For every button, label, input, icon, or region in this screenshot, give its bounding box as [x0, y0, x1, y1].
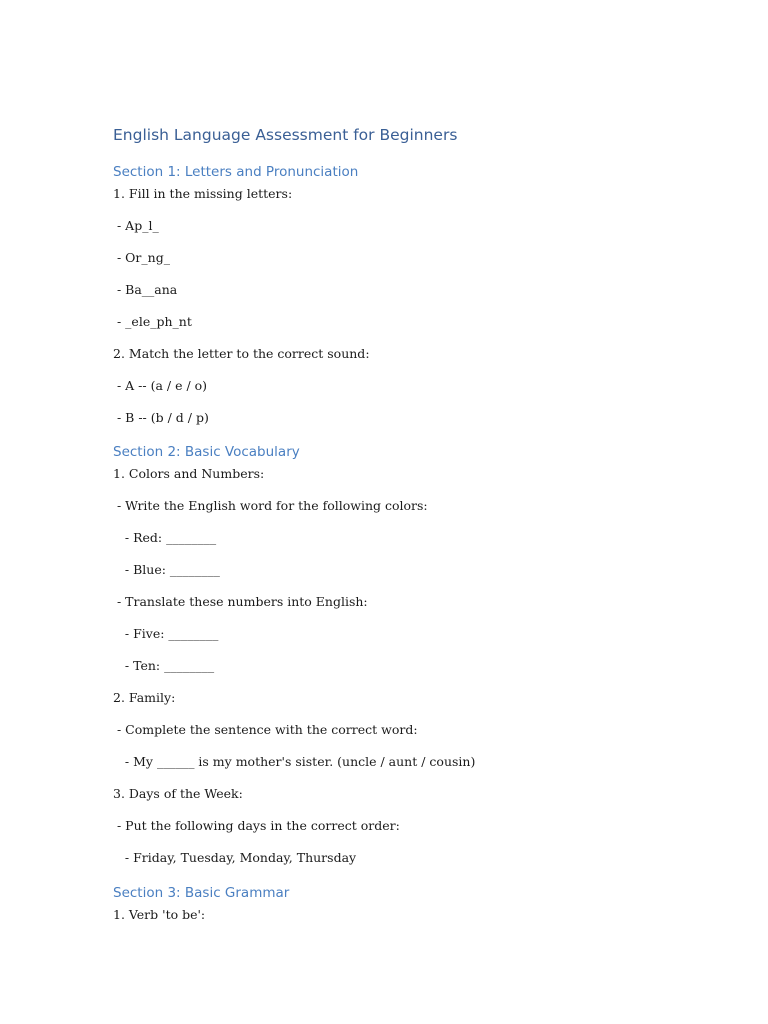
document-title: English Language Assessment for Beginners [113, 126, 458, 144]
section-2-line: - Five: ________ [113, 626, 219, 641]
section-3-heading: Section 3: Basic Grammar [113, 885, 290, 901]
section-2-line: - Friday, Tuesday, Monday, Thursday [113, 850, 357, 865]
section-1-line: 2. Match the letter to the correct sound: [113, 346, 370, 361]
section-1-heading: Section 1: Letters and Pronunciation [113, 164, 359, 180]
section-2-heading: Section 2: Basic Vocabulary [113, 444, 300, 460]
section-1-line: - Ap_l_ [113, 218, 159, 233]
section-1-line: - B -- (b / d / p) [113, 410, 209, 425]
section-1-line: - Ba__ana [113, 282, 178, 297]
section-2-line: - Write the English word for the following colors: [113, 498, 428, 513]
section-1-line: - _ele_ph_nt [113, 314, 192, 329]
section-2-line: - Ten: ________ [113, 658, 215, 673]
section-1-line: 1. Fill in the missing letters: [113, 186, 293, 201]
section-1-line: - Or_ng_ [113, 250, 170, 265]
section-2-line: - My ______ is my mother's sister. (uncle / aunt / cousin) [113, 754, 476, 769]
section-3-line: 1. Verb 'to be': [113, 907, 206, 922]
section-2-line: - Translate these numbers into English: [113, 594, 368, 609]
section-2-line: - Red: ________ [113, 530, 217, 545]
section-2-line: - Put the following days in the correct order: [113, 818, 400, 833]
section-2-line: 3. Days of the Week: [113, 786, 243, 801]
section-2-line: - Complete the sentence with the correct word: [113, 722, 418, 737]
section-2-line: 1. Colors and Numbers: [113, 466, 265, 481]
section-2-line: - Blue: ________ [113, 562, 220, 577]
section-1-line: - A -- (a / e / o) [113, 378, 208, 393]
section-2-line: 2. Family: [113, 690, 176, 705]
